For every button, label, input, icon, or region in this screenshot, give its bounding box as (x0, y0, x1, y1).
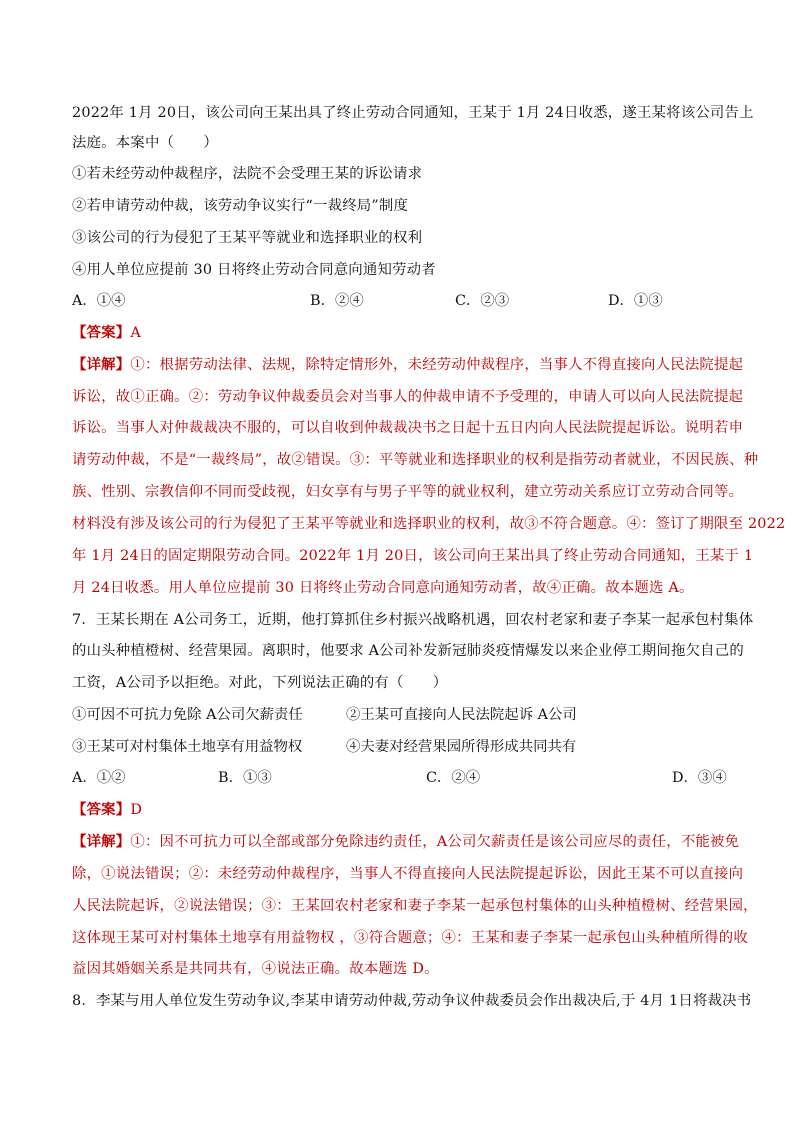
q7-detail-line-4: 这体现王某可对村集体土地享有用益物权 ，③符合题意；④：王某和妻子李某一起承包山头种植所得的收 (72, 930, 748, 946)
q6-detail-tag: 【详解】 (72, 356, 131, 373)
q7-detail-text-1: ①：因不可抗力可以全部或部分免除违约责任，A公司欠薪责任是该公司应尽的责任，不能被免 (130, 834, 740, 850)
q6-statement-2: ②若申请劳动仲裁，该劳动争议实行“一裁终局”制度 (72, 198, 409, 214)
q7-detail-line-3: 人民法院起诉，②说法错误；③：王某回农村老家和妻子李某一起承包村集体的山头种植橙树、经营果园， (72, 898, 758, 914)
q6-option-d: D．①③ (608, 293, 663, 309)
q6-statement-3: ③该公司的行为侵犯了王某平等就业和选择职业的权利 (72, 230, 423, 246)
q7-option-b: B．①③ (218, 770, 272, 786)
q6-detail-line-7: 年 1月 24日的固定期限劳动合同。2022年 1月 20日，该公司向王某出具了终止劳动合同通知，王某于 1 (72, 548, 754, 564)
q6-statement-4: ④用人单位应提前 30 日将终止劳动合同意向通知劳动者 (72, 262, 436, 278)
q7-statement-3: ③王某可对村集体土地享有用益物权 (72, 739, 303, 755)
q7-option-a: A．①② (72, 770, 126, 786)
q7-detail-line-2: 除，①说法错误；②：未经劳动仲裁程序，当事人不得直接向人民法院提起诉讼，因此王某不可以直接向 (72, 866, 744, 882)
q6-answer-value: A (130, 325, 141, 341)
q7-answer (72, 800, 142, 820)
q6-detail-line-4: 请劳动仲裁，不是“一裁终局”，故②错误。③：平等就业和选择职业的权利是指劳动者就业，不因民族、种 (72, 452, 759, 468)
q7-detail-line-5: 益因其婚姻关系是共同共有，④说法正确。故本题选 D。 (72, 961, 439, 977)
q7-statement-2: ②王某可直接向人民法院起诉 A公司 (346, 707, 577, 723)
q6-stem-line-2: 法庭。本案中（ ） (72, 135, 218, 151)
q6-answer-tag: 【答案】 (72, 324, 131, 341)
q6-detail-line-3: 诉讼。当事人对仲裁裁决不服的，可以自收到仲裁裁决书之日起十五日内向人民法院提起诉讼。说明若申 (72, 420, 744, 436)
q7-answer-value: D (130, 802, 143, 818)
q6-option-a: A．①④ (72, 293, 126, 309)
q6-option-c: C．②③ (455, 293, 510, 309)
q7-statement-4: ④夫妻对经营果园所得形成共同共有 (346, 739, 577, 755)
q6-detail-line-5: 族、性别、宗教信仰不同而受歧视，妇女享有与男子平等的就业权利，建立劳动关系应订立劳动合同等。 (72, 484, 744, 500)
q6-stem-line-1: 2022年 1月 20日，该公司向王某出具了终止劳动合同通知，王某于 1月 24日收悉，遂王某将该公司告上 (72, 105, 754, 121)
q6-statement-1: ①若未经劳动仲裁程序，法院不会受理王某的诉讼请求 (72, 166, 423, 182)
q7-detail-tag: 【详解】 (72, 833, 131, 850)
q6-answer (72, 323, 141, 343)
q7-detail-line-1 (72, 832, 740, 852)
q6-detail-line-6: 材料没有涉及该公司的行为侵犯了王某平等就业和选择职业的权利，故③不符合题意。④：签订了期限至 2022 (72, 516, 786, 532)
q7-stem-line-1: 7．王某长期在 A公司务工，近期，他打算抓住乡村振兴战略机遇，回农村老家和妻子李某一起承包村集体 (72, 612, 754, 628)
q6-option-b: B．②④ (310, 293, 364, 309)
q7-option-d: D．③④ (672, 770, 727, 786)
q6-detail-text-1: ①：根据劳动法律、法规，除特定情形外，未经劳动仲裁程序，当事人不得直接向人民法院提起 (130, 357, 744, 373)
q6-detail-line-1 (72, 355, 744, 375)
q8-stem-line-1: 8．李某与用人单位发生劳动争议,李某申请劳动仲裁,劳动争议仲裁委员会作出裁决后,于 4月 1日将裁决书 (72, 993, 752, 1009)
q7-answer-tag: 【答案】 (72, 801, 131, 818)
q6-detail-line-8: 月 24日收悉。用人单位应提前 30 日将终止劳动合同意向通知劳动者，故④正确。故本题选 A。 (72, 580, 694, 596)
q7-statement-1: ①可因不可抗力免除 A公司欠薪责任 (72, 707, 303, 723)
q6-detail-line-2: 诉讼，故①正确。②：劳动争议仲裁委员会对当事人的仲裁申请不予受理的，申请人可以向人民法院提起 (72, 389, 744, 405)
q7-stem-line-3: 工资，A公司予以拒绝。对此，下列说法正确的有（ ） (72, 675, 448, 691)
q7-option-c: C．②④ (426, 770, 481, 786)
q7-stem-line-2: 的山头种植橙树、经营果园。离职时，他要求 A公司补发新冠肺炎疫情爆发以来企业停工期间拖欠自己的 (72, 643, 744, 659)
